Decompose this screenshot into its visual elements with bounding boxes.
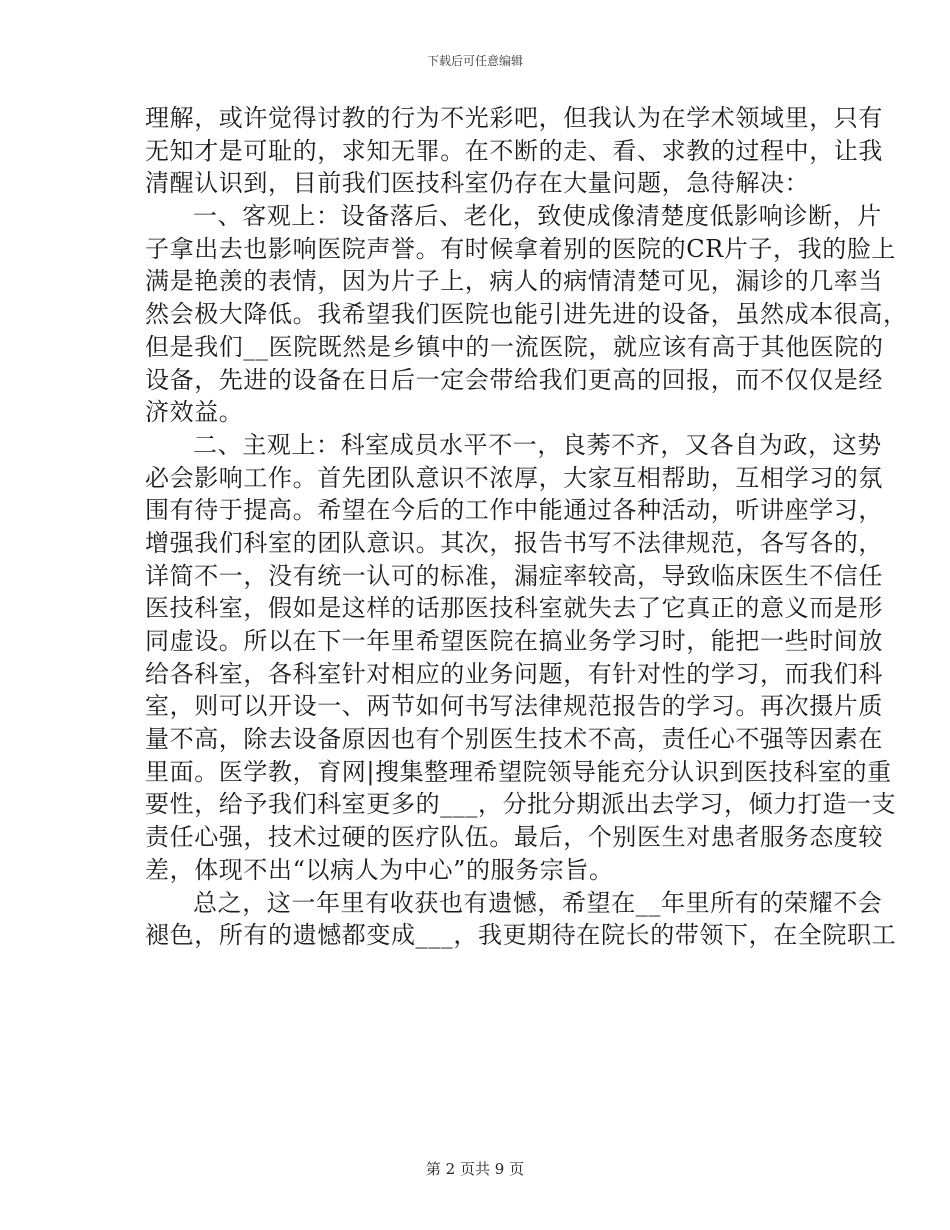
text-line: 室，则可以开设一、两节如何书写法律规范报告的学习。再次摄片质 [145, 692, 883, 721]
page-number: 第 2 页共 9 页 [425, 1160, 525, 1178]
text-line: 必会影响工作。首先团队意识不浓厚，大家互相帮助，互相学习的氛 [145, 463, 883, 492]
text-line: 但是我们__医院既然是乡镇中的一流医院，就应该有高于其他医院的 [145, 332, 884, 361]
document-body [145, 102, 908, 952]
text-line: 然会极大降低。我希望我们医院也能引进先进的设备，虽然成本很高， [145, 300, 908, 329]
text-line: 二、主观上：科室成员水平不一，良莠不齐，又各自为政，这势 [193, 430, 882, 459]
text-line: 量不高，除去设备原因也有个别医生技术不高，责任心不强等因素在 [145, 725, 883, 754]
text-line: 责任心强，技术过硬的医疗队伍。最后，个别医生对患者服务态度较 [145, 823, 883, 852]
page-header: 下载后可任意编辑 [426, 54, 523, 68]
text-line: 总之，这一年里有收获也有遗憾，希望在__年里所有的荣耀不会 [193, 888, 883, 917]
text-line: 一、客观上：设备落后、老化，致使成像清楚度低影响诊断，片 [193, 202, 882, 231]
text-line: 增强我们科室的团队意识。其次，报告书写不法律规范，各写各的， [145, 528, 883, 557]
text-line: 济效益。 [145, 398, 244, 427]
text-line: 褪色，所有的遗憾都变成___，我更期待在院长的带领下，在全院职工 [145, 921, 897, 950]
text-line: 设备，先进的设备在日后一定会带给我们更高的回报，而不仅仅是经 [145, 365, 883, 394]
text-line: 里面。医学教，育网|搜集整理希望院领导能充分认识到医技科室的重 [145, 757, 892, 786]
text-line: 围有待于提高。希望在今后的工作中能通过各种活动，听讲座学习， [145, 496, 883, 525]
text-line: 无知才是可耻的，求知无罪。在不断的走、看、求教的过程中，让我 [145, 136, 883, 165]
text-line: 清醒认识到，目前我们医技科室仍存在大量问题，急待解决： [145, 169, 810, 198]
text-line: 要性，给予我们科室更多的___，分批分期派出去学习，倾力打造一支 [145, 790, 897, 819]
text-line: 详简不一，没有统一认可的标准，漏症率较高，导致临床医生不信任 [145, 561, 883, 590]
text-line: 差，体现不出“以病人为中心”的服务宗旨。 [145, 855, 614, 884]
text-line: 满是艳羡的表情，因为片子上，病人的病情清楚可见，漏诊的几率当 [145, 267, 883, 296]
text-line: 给各科室，各科室针对相应的业务问题，有针对性的学习，而我们科 [145, 659, 883, 688]
text-line: 子拿出去也影响医院声誉。有时候拿着别的医院的CR片子，我的脸上 [145, 234, 897, 263]
text-line: 同虚设。所以在下一年里希望医院在搞业务学习时，能把一些时间放 [145, 627, 883, 655]
text-line: 医技科室，假如是这样的话那医技科室就失去了它真正的意义而是形 [145, 594, 883, 623]
text-line: 理解，或许觉得讨教的行为不光彩吧，但我认为在学术领域里，只有 [145, 104, 883, 132]
